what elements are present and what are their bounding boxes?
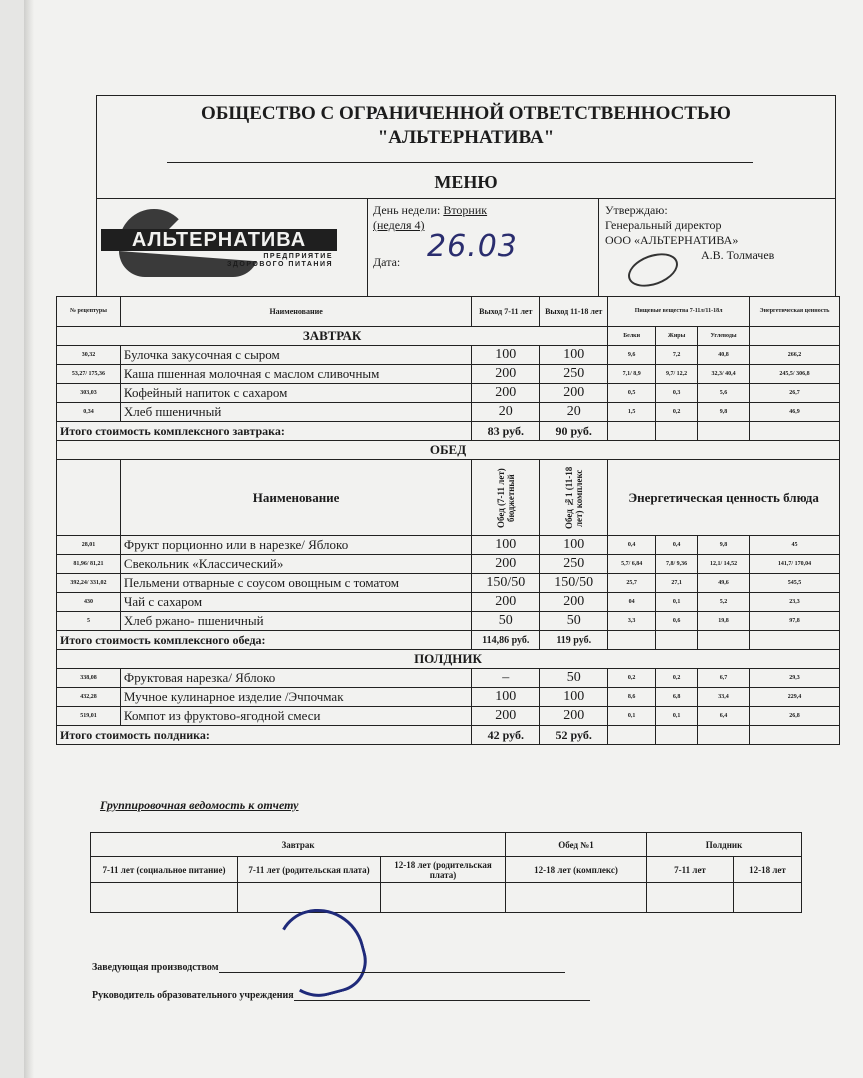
menu-table: № рецептуры Наименование Выход 7-11 лет Выход 11-18 лет Пищевые вещества 7-11л/11-18л Энергетическая ценность ЗАВТРАК Белки Жиры Углеводы 30,32 Булочка закусочная с сыром 100 100 9,6 7,2 40,8 266,2 53,27/ 175,36 Каша пшенная молочная с маслом сливочным 200 250 7,1/ 8,9 9,7/ 12,2 32,3/ 40,4 245,5/ 306,8 303,03 Кофейный напиток с сахаром 200 200 0,5 0,3 5,6 26,7 0,34 Хлеб пшеничный 20 20 1,5 0,2 9,8 46,9 Итого стоимость комплексного завтрака: 83 руб. 90 руб. ОБЕД Наименование Обед (7-11 лет) бюджетный Обед №1 (11-18 лет) комплекс Энергетическая ценность блюда 28,01 Фрукт порционно или в нарезке/ Яблоко 100 100 0,4 0,4 9,8 45 81,96/ 81,21 Свекольник «Классический» 200 250 5,7/ 6,84 7,8/ 9,36 12,1/ 14,52 141,7/ 170,04 392,24/ 331,02 Пельмени отварные с соусом овощным с томатом 150/50 150/50 25,7 27,1 49,6 545,5 430 Чай с сахаром 200 200 04 0,1 5,2 23,3 5 Хлеб ржано- пшеничный 50 50 3,3 0,6 19,8 97,8 Итого стоимость комплексного обеда: 114,86 руб. 119 руб. ПОЛДНИК 338,08 Фруктовая нарезка/ Яблоко – 50 0,2 0,2 6,7 29,3 432,28 Мучное кулинарное изделие /Эчпочмак 100 100 8,6 6,8 33,4 229,4 519,01 Компот из фруктово-ягодной смеси 200 200 0,1 0,1 6,4 26,8 Итого стоимость полдника: 42 руб. 52 руб.: [56, 296, 840, 745]
snack-row: 519,01 Компот из фруктово-ягодной смеси 200 200 0,1 0,1 6,4 26,8: [57, 707, 840, 726]
lunch-rows: [57, 536, 840, 631]
breakfast-row: 30,32 Булочка закусочная с сыром 100 100 9,6 7,2 40,8 266,2: [57, 346, 840, 365]
document-header: [96, 95, 836, 296]
organization-name: ОБЩЕСТВО С ОГРАНИЧЕННОЙ ОТВЕТСТВЕННОСТЬЮ "АЛЬТЕРНАТИВА": [201, 103, 731, 148]
lunch-energy-header: Энергетическая ценность блюда: [608, 460, 840, 536]
school-head-signature-line: Руководитель образовательного учреждения: [92, 990, 590, 1001]
snack-rows: [57, 669, 840, 726]
header-underline: [167, 162, 753, 163]
menu-title: МЕНЮ: [434, 172, 498, 192]
day-info: День недели: Вторник (неделя 4) Дата: 26.03: [367, 199, 599, 297]
lunch-row: 28,01 Фрукт порционно или в нарезке/ Яблоко 100 100 0,4 0,4 9,8 45: [57, 536, 840, 555]
menu-document: [56, 95, 842, 745]
section-snack: ПОЛДНИК: [57, 650, 840, 669]
lunch-row: 392,24/ 331,02 Пельмени отварные с соусом овощным с томатом 150/50 150/50 25,7 27,1 49,6 545,5: [57, 574, 840, 593]
breakfast-total-label: Итого стоимость комплексного завтрака:: [57, 422, 472, 441]
director-signature: [623, 247, 682, 293]
lunch-row: 81,96/ 81,21 Свекольник «Классический» 200 250 5,7/ 6,84 7,8/ 9,36 12,1/ 14,52 141,7/ 170,04: [57, 555, 840, 574]
logo-wordmark: АЛЬТЕРНАТИВА: [101, 229, 337, 251]
section-breakfast: ЗАВТРАК: [57, 327, 608, 346]
col-out2: Выход 11-18 лет: [540, 297, 608, 327]
breakfast-row: 53,27/ 175,36 Каша пшенная молочная с маслом сливочным 200 250 7,1/ 8,9 9,7/ 12,2 32,3/ 40,4 245,5/ 306,8: [57, 365, 840, 384]
weekday: Вторник: [443, 203, 488, 217]
lunch-row: 5 Хлеб ржано- пшеничный 50 50 3,3 0,6 19,8 97,8: [57, 612, 840, 631]
approval-block: Утверждаю: Генеральный директор ООО «АЛЬТЕРНАТИВА» А.В. Толмачев: [599, 199, 835, 297]
col-out1: Выход 7-11 лет: [472, 297, 540, 327]
director-name: А.В. Толмачев: [701, 248, 775, 262]
snack-row: 432,28 Мучное кулинарное изделие /Эчпочмак 100 100 8,6 6,8 33,4 229,4: [57, 688, 840, 707]
section-lunch: ОБЕД: [57, 441, 840, 460]
breakfast-rows: [57, 346, 840, 422]
company-logo: [97, 199, 368, 297]
snack-row: 338,08 Фруктовая нарезка/ Яблоко – 50 0,2 0,2 6,7 29,3: [57, 669, 840, 688]
snack-total-label: Итого стоимость полдника:: [57, 726, 472, 745]
logo-subtitle: ПРЕДПРИЯТИЕ ЗДОРОВОГО ПИТАНИЯ: [227, 253, 333, 268]
lunch-row: 430 Чай с сахаром 200 200 04 0,1 5,2 23,3: [57, 593, 840, 612]
breakfast-row: 303,03 Кофейный напиток с сахаром 200 200 0,5 0,3 5,6 26,7: [57, 384, 840, 403]
grouping-title: Группировочная ведомость к отчету: [100, 798, 299, 812]
col-energy: Энергетическая ценность: [750, 297, 840, 327]
breakfast-row: 0,34 Хлеб пшеничный 20 20 1,5 0,2 9,8 46,9: [57, 403, 840, 422]
production-head-signature-line: Заведующая производством: [92, 962, 565, 973]
col-recipe: № рецептуры: [57, 297, 121, 327]
grouping-table: Завтрак Обед №1 Полдник 7-11 лет (социальное питание) 7-11 лет (родительская плата) 12-18 лет (родительская плата) 12-18 лет (комплекс) 7-11 лет 12-18 лет: [90, 832, 802, 913]
col-nutrients: Пищевые вещества 7-11л/11-18л: [608, 297, 750, 327]
lunch-total-label: Итого стоимость комплексного обеда:: [57, 631, 472, 650]
handwritten-date: 26.03: [427, 229, 518, 264]
week-number: (неделя 4): [373, 218, 425, 232]
col-name: Наименование: [120, 297, 471, 327]
lunch-name-header: Наименование: [120, 460, 471, 536]
date-label: Дата:: [373, 255, 401, 269]
